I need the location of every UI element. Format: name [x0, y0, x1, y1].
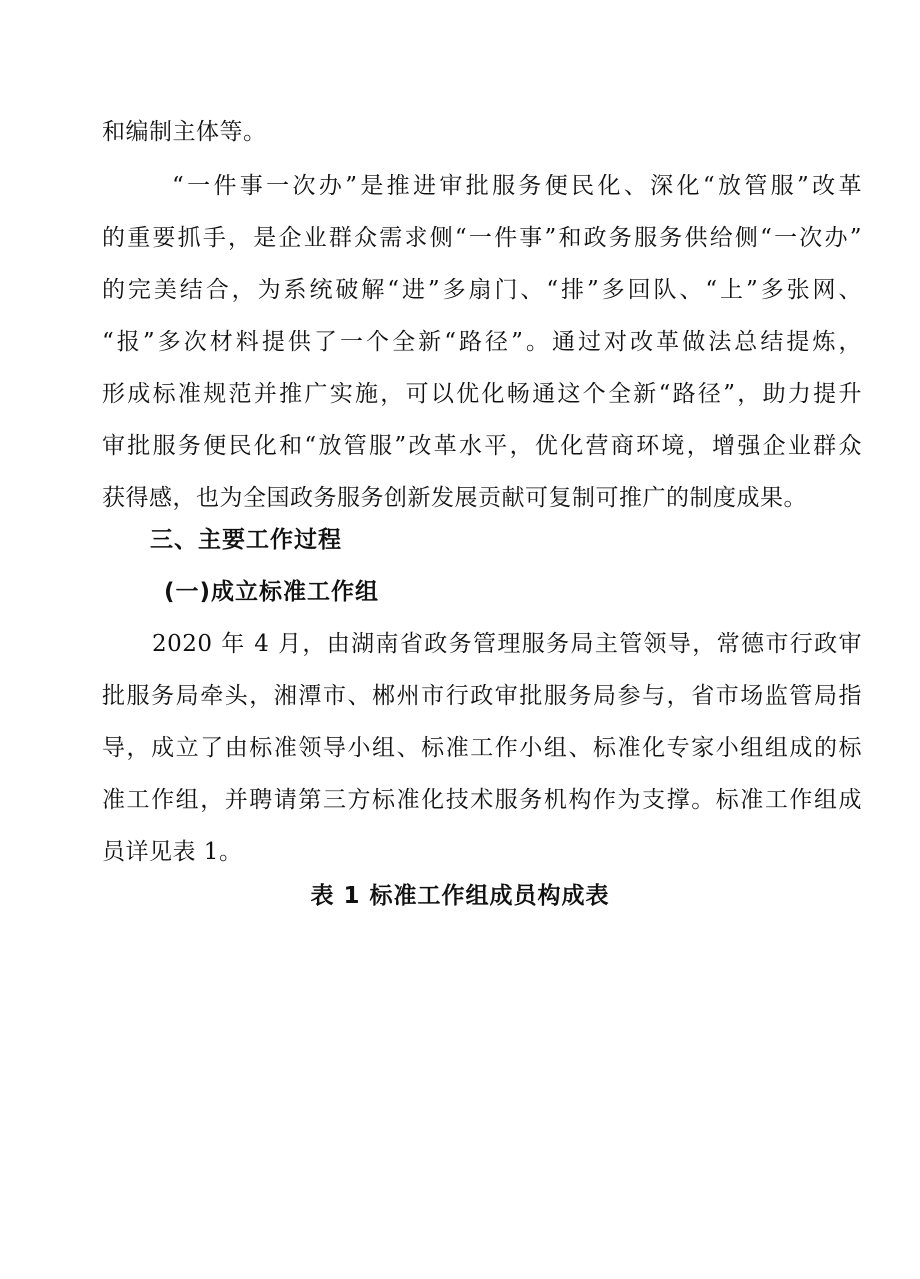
paragraph-line: 准工作组，并聘请第三方标准化技术服务机构作为支撑。标准工作组成: [102, 787, 862, 813]
paragraph-line: 的重要抓手，是企业群众需求侧“一件事”和政务服务供给侧“一次办”: [102, 225, 862, 251]
section-heading: 三、主要工作过程: [150, 527, 342, 553]
paragraph-line: “报”多次材料提供了一个全新“路径”。通过对改革做法总结提炼，: [102, 329, 862, 355]
paragraph-line: 2020 年 4 月，由湖南省政务管理服务局主管领导，常德市行政审: [152, 631, 862, 657]
subsection-heading: (一)成立标准工作组: [164, 579, 380, 605]
paragraph-line: 审批服务便民化和“放管服”改革水平，优化营商环境，增强企业群众: [102, 433, 862, 459]
table-caption: 表 1 标准工作组成员构成表: [310, 883, 610, 909]
paragraph-line: 批服务局牵头，湘潭市、郴州市行政审批服务局参与，省市场监管局指: [102, 683, 862, 709]
paragraph-line: “一件事一次办”是推进审批服务便民化、深化“放管服”改革: [172, 173, 862, 199]
paragraph-line: 员详见表 1。: [102, 839, 243, 865]
paragraph-line: 获得感，也为全国政务服务创新发展贡献可复制可推广的制度成果。: [102, 485, 807, 511]
paragraph-line: 导，成立了由标准领导小组、标准工作小组、标准化专家小组组成的标: [102, 735, 862, 761]
paragraph-line: 的完美结合，为系统破解“进”多扇门、“排”多回队、“上”多张网、: [102, 277, 862, 303]
intro-tail-line: 和编制主体等。: [102, 119, 267, 145]
paragraph-line: 形成标准规范并推广实施，可以优化畅通这个全新“路径”，助力提升: [102, 381, 862, 407]
